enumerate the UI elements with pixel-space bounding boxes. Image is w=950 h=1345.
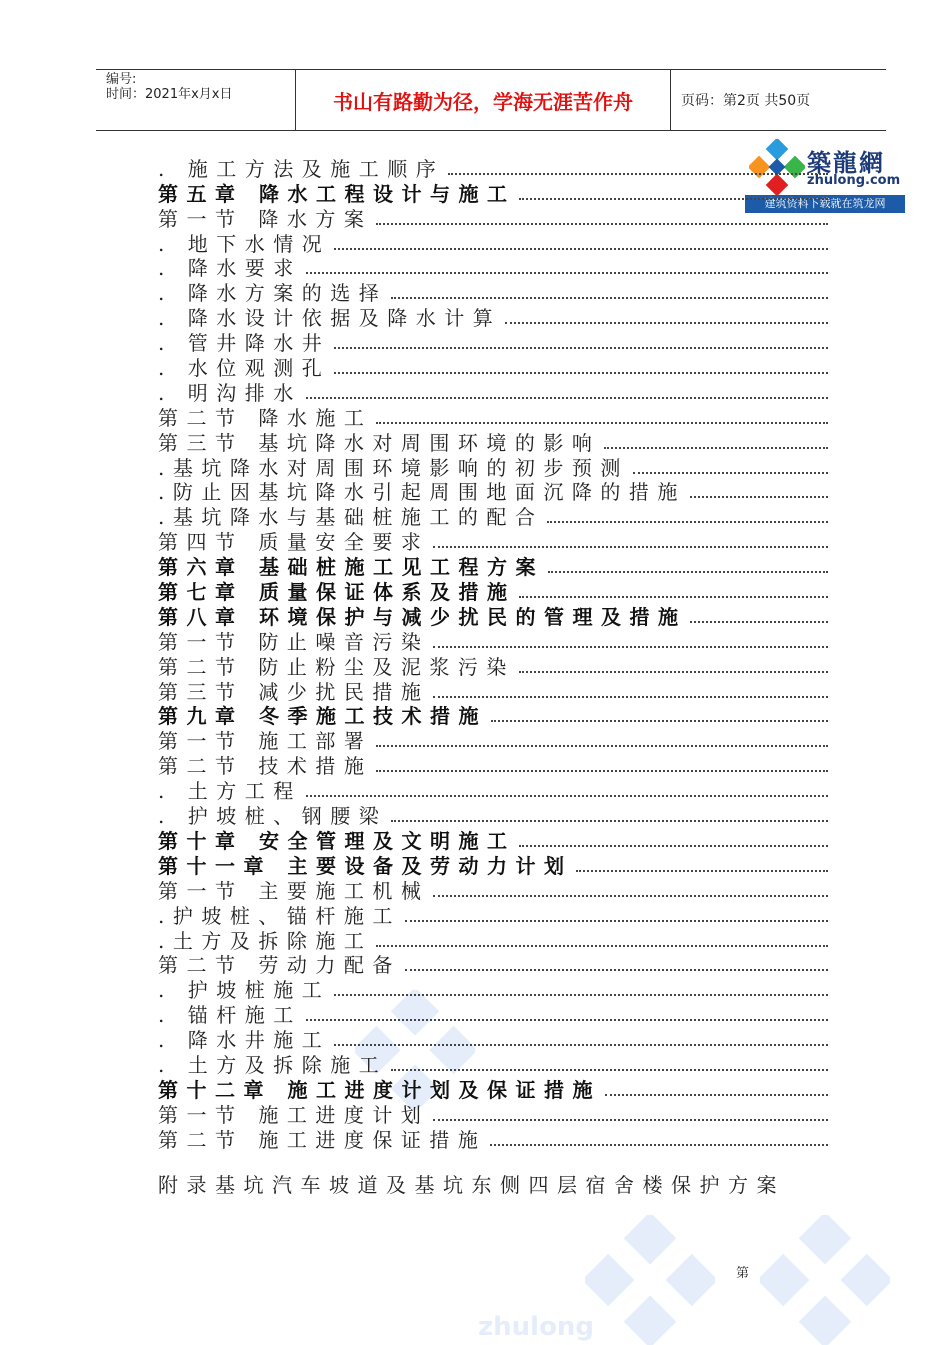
logo-slogan: 建筑资料下载就在筑龙网 bbox=[745, 195, 905, 213]
toc-entry[interactable] bbox=[158, 230, 828, 255]
toc-entry-title: . 降水设计依据及降水计算 bbox=[158, 306, 502, 331]
page-number: 第 bbox=[736, 1266, 750, 1281]
toc-dot-leader bbox=[633, 472, 828, 474]
toc-entry[interactable] bbox=[158, 1051, 828, 1076]
toc-entry-title: . 地下水情况 bbox=[158, 231, 331, 256]
toc-dot-leader bbox=[690, 496, 828, 498]
toc-entry[interactable] bbox=[158, 653, 828, 678]
toc-entry[interactable] bbox=[158, 528, 828, 553]
toc-dot-leader bbox=[334, 1044, 828, 1046]
toc-entry[interactable] bbox=[158, 603, 828, 628]
toc-entry-title: 第六章 基础桩施工见工程方案 bbox=[158, 555, 544, 580]
toc-entry[interactable] bbox=[158, 454, 828, 479]
toc-dot-leader bbox=[334, 248, 828, 250]
toc-dot-leader bbox=[433, 895, 828, 897]
toc-entry-title: 第七章 质量保证体系及措施 bbox=[158, 580, 516, 605]
appendix-entry[interactable]: 附录基坑汽车坡道及基坑东侧四层宿舍楼保护方案 bbox=[158, 1173, 785, 1197]
toc-entry-title: 第十二章 施工进度计划及保证措施 bbox=[158, 1077, 601, 1102]
toc-dot-leader bbox=[519, 671, 828, 673]
toc-dot-leader bbox=[306, 397, 828, 399]
header-meta bbox=[96, 70, 296, 130]
watermark-snowflake-icon bbox=[585, 1215, 715, 1345]
toc-entry[interactable] bbox=[158, 976, 828, 1001]
toc-entry[interactable] bbox=[158, 578, 828, 603]
toc-entry[interactable] bbox=[158, 404, 828, 429]
toc-dot-leader bbox=[433, 696, 828, 698]
toc-dot-leader bbox=[490, 1144, 828, 1146]
toc-dot-leader bbox=[690, 621, 828, 623]
toc-dot-leader bbox=[405, 920, 828, 922]
toc-entry-title: 第三节 减少扰民措施 bbox=[158, 679, 430, 704]
toc-entry[interactable] bbox=[158, 279, 828, 304]
toc-entry-title: 第八章 环境保护与减少扰民的管理及措施 bbox=[158, 604, 687, 629]
toc-entry-title: . 锚杆施工 bbox=[158, 1003, 302, 1028]
toc-entry-title: . 降水方案的选择 bbox=[158, 281, 388, 306]
toc-entry[interactable] bbox=[158, 902, 828, 927]
logo-domain: zhulong.com bbox=[807, 173, 901, 188]
toc-dot-leader bbox=[376, 945, 828, 947]
toc-dot-leader bbox=[391, 1069, 828, 1071]
toc-dot-leader bbox=[334, 372, 828, 374]
toc-entry-title: 第四节 质量安全要求 bbox=[158, 530, 430, 555]
toc-dot-leader bbox=[605, 1094, 828, 1096]
toc-entry[interactable] bbox=[158, 1126, 828, 1151]
toc-dot-leader bbox=[391, 820, 828, 822]
toc-entry[interactable] bbox=[158, 927, 828, 952]
logo-brand: 築龍網 bbox=[807, 149, 885, 177]
header-page-info: 页码：第2页 共50页 bbox=[681, 93, 811, 109]
toc-dot-leader bbox=[376, 223, 828, 225]
toc-entry-title: 第二节 技术措施 bbox=[158, 754, 373, 779]
toc-entry[interactable] bbox=[158, 802, 828, 827]
toc-entry-title: . 土方工程 bbox=[158, 779, 302, 804]
toc-entry-title: 第二节 劳动力配备 bbox=[158, 953, 401, 978]
watermark-snowflake-icon bbox=[760, 1215, 890, 1345]
toc-entry[interactable] bbox=[158, 553, 828, 578]
toc-entry-title: . 施工方法及施工顺序 bbox=[158, 156, 445, 181]
toc-entry-title: .基坑降水与基础桩施工的配合 bbox=[158, 505, 544, 530]
toc-dot-leader bbox=[433, 646, 828, 648]
number-label: 编号: bbox=[106, 72, 137, 87]
toc-entry-title: . 明沟排水 bbox=[158, 380, 302, 405]
toc-entry-title: .基坑降水对周围环境影响的初步预测 bbox=[158, 455, 629, 480]
toc-entry-title: . 管井降水井 bbox=[158, 331, 331, 356]
toc-entry[interactable] bbox=[158, 255, 828, 280]
toc-entry-title: 第一节 施工部署 bbox=[158, 729, 373, 754]
toc-entry[interactable] bbox=[158, 1076, 828, 1101]
toc-entry-title: 第九章 冬季施工技术措施 bbox=[158, 704, 487, 729]
toc-dot-leader bbox=[448, 173, 828, 175]
toc-dot-leader bbox=[519, 845, 828, 847]
toc-dot-leader bbox=[376, 770, 828, 772]
toc-entry-title: . 土方及拆除施工 bbox=[158, 1052, 388, 1077]
toc-entry[interactable] bbox=[158, 1026, 828, 1051]
toc-entry[interactable] bbox=[158, 329, 828, 354]
toc-entry-title: 第二节 防止粉尘及泥浆污染 bbox=[158, 654, 515, 679]
toc-entry-title: 第三节 基坑降水对周围环境的影响 bbox=[158, 430, 601, 455]
time-label: 时间：2021年x月x日 bbox=[106, 87, 233, 102]
toc-dot-leader bbox=[491, 720, 828, 722]
toc-entry[interactable] bbox=[158, 703, 828, 728]
toc-entry-title: .防止因基坑降水引起周围地面沉降的措施 bbox=[158, 480, 686, 505]
toc-entry[interactable] bbox=[158, 304, 828, 329]
toc-entry[interactable] bbox=[158, 354, 828, 379]
toc-entry[interactable] bbox=[158, 727, 828, 752]
toc-dot-leader bbox=[576, 870, 828, 872]
toc-dot-leader bbox=[391, 297, 828, 299]
table-of-contents bbox=[158, 155, 828, 1151]
toc-entry[interactable] bbox=[158, 180, 828, 205]
toc-entry[interactable] bbox=[158, 205, 828, 230]
toc-entry-title: .护坡桩、锚杆施工 bbox=[158, 903, 401, 928]
toc-dot-leader bbox=[306, 272, 828, 274]
toc-entry[interactable] bbox=[158, 852, 828, 877]
toc-entry-title: . 降水要求 bbox=[158, 256, 302, 281]
toc-entry[interactable] bbox=[158, 1001, 828, 1026]
toc-dot-leader bbox=[548, 571, 828, 573]
toc-dot-leader bbox=[433, 1119, 828, 1121]
toc-entry[interactable] bbox=[158, 628, 828, 653]
toc-entry-title: 第十一章 主要设备及劳动力计划 bbox=[158, 853, 573, 878]
page-header bbox=[96, 69, 886, 131]
toc-entry-title: 第一节 主要施工机械 bbox=[158, 878, 430, 903]
toc-entry[interactable] bbox=[158, 503, 828, 528]
watermark-text: zhulong bbox=[478, 1312, 595, 1342]
toc-dot-leader bbox=[306, 795, 828, 797]
header-motto: 书山有路勤为径，学海无涯苦作舟 bbox=[296, 70, 671, 130]
toc-entry-title: 第二节 施工进度保证措施 bbox=[158, 1127, 487, 1152]
toc-entry[interactable] bbox=[158, 155, 828, 180]
toc-entry[interactable] bbox=[158, 877, 828, 902]
toc-entry-title: . 护坡桩、钢腰梁 bbox=[158, 804, 388, 829]
toc-entry[interactable] bbox=[158, 429, 828, 454]
toc-dot-leader bbox=[547, 521, 828, 523]
toc-entry[interactable] bbox=[158, 678, 828, 703]
toc-entry-title: 第二节 降水施工 bbox=[158, 405, 373, 430]
toc-entry-title: 第一节 防止噪音污染 bbox=[158, 629, 430, 654]
toc-dot-leader bbox=[376, 422, 828, 424]
toc-entry[interactable] bbox=[158, 479, 828, 504]
toc-dot-leader bbox=[334, 994, 828, 996]
toc-dot-leader bbox=[519, 596, 828, 598]
toc-entry-title: 第五章 降水工程设计与施工 bbox=[158, 181, 516, 206]
toc-entry[interactable] bbox=[158, 827, 828, 852]
toc-dot-leader bbox=[433, 546, 828, 548]
toc-entry-title: 第十章 安全管理及文明施工 bbox=[158, 828, 516, 853]
toc-entry-title: . 水位观测孔 bbox=[158, 356, 331, 381]
toc-dot-leader bbox=[505, 322, 828, 324]
toc-dot-leader bbox=[519, 198, 828, 200]
toc-entry-title: . 护坡桩施工 bbox=[158, 978, 331, 1003]
toc-dot-leader bbox=[405, 969, 828, 971]
toc-entry[interactable] bbox=[158, 952, 828, 977]
toc-entry[interactable] bbox=[158, 379, 828, 404]
toc-dot-leader bbox=[306, 1019, 828, 1021]
toc-entry-title: .土方及拆除施工 bbox=[158, 928, 373, 953]
toc-entry-title: 第一节 施工进度计划 bbox=[158, 1102, 430, 1127]
toc-entry[interactable] bbox=[158, 777, 828, 802]
toc-entry-title: . 降水井施工 bbox=[158, 1028, 331, 1053]
toc-entry[interactable] bbox=[158, 1101, 828, 1126]
toc-entry[interactable] bbox=[158, 752, 828, 777]
toc-entry-title: 第一节 降水方案 bbox=[158, 206, 373, 231]
toc-dot-leader bbox=[604, 447, 828, 449]
toc-dot-leader bbox=[334, 347, 828, 349]
toc-dot-leader bbox=[376, 745, 828, 747]
